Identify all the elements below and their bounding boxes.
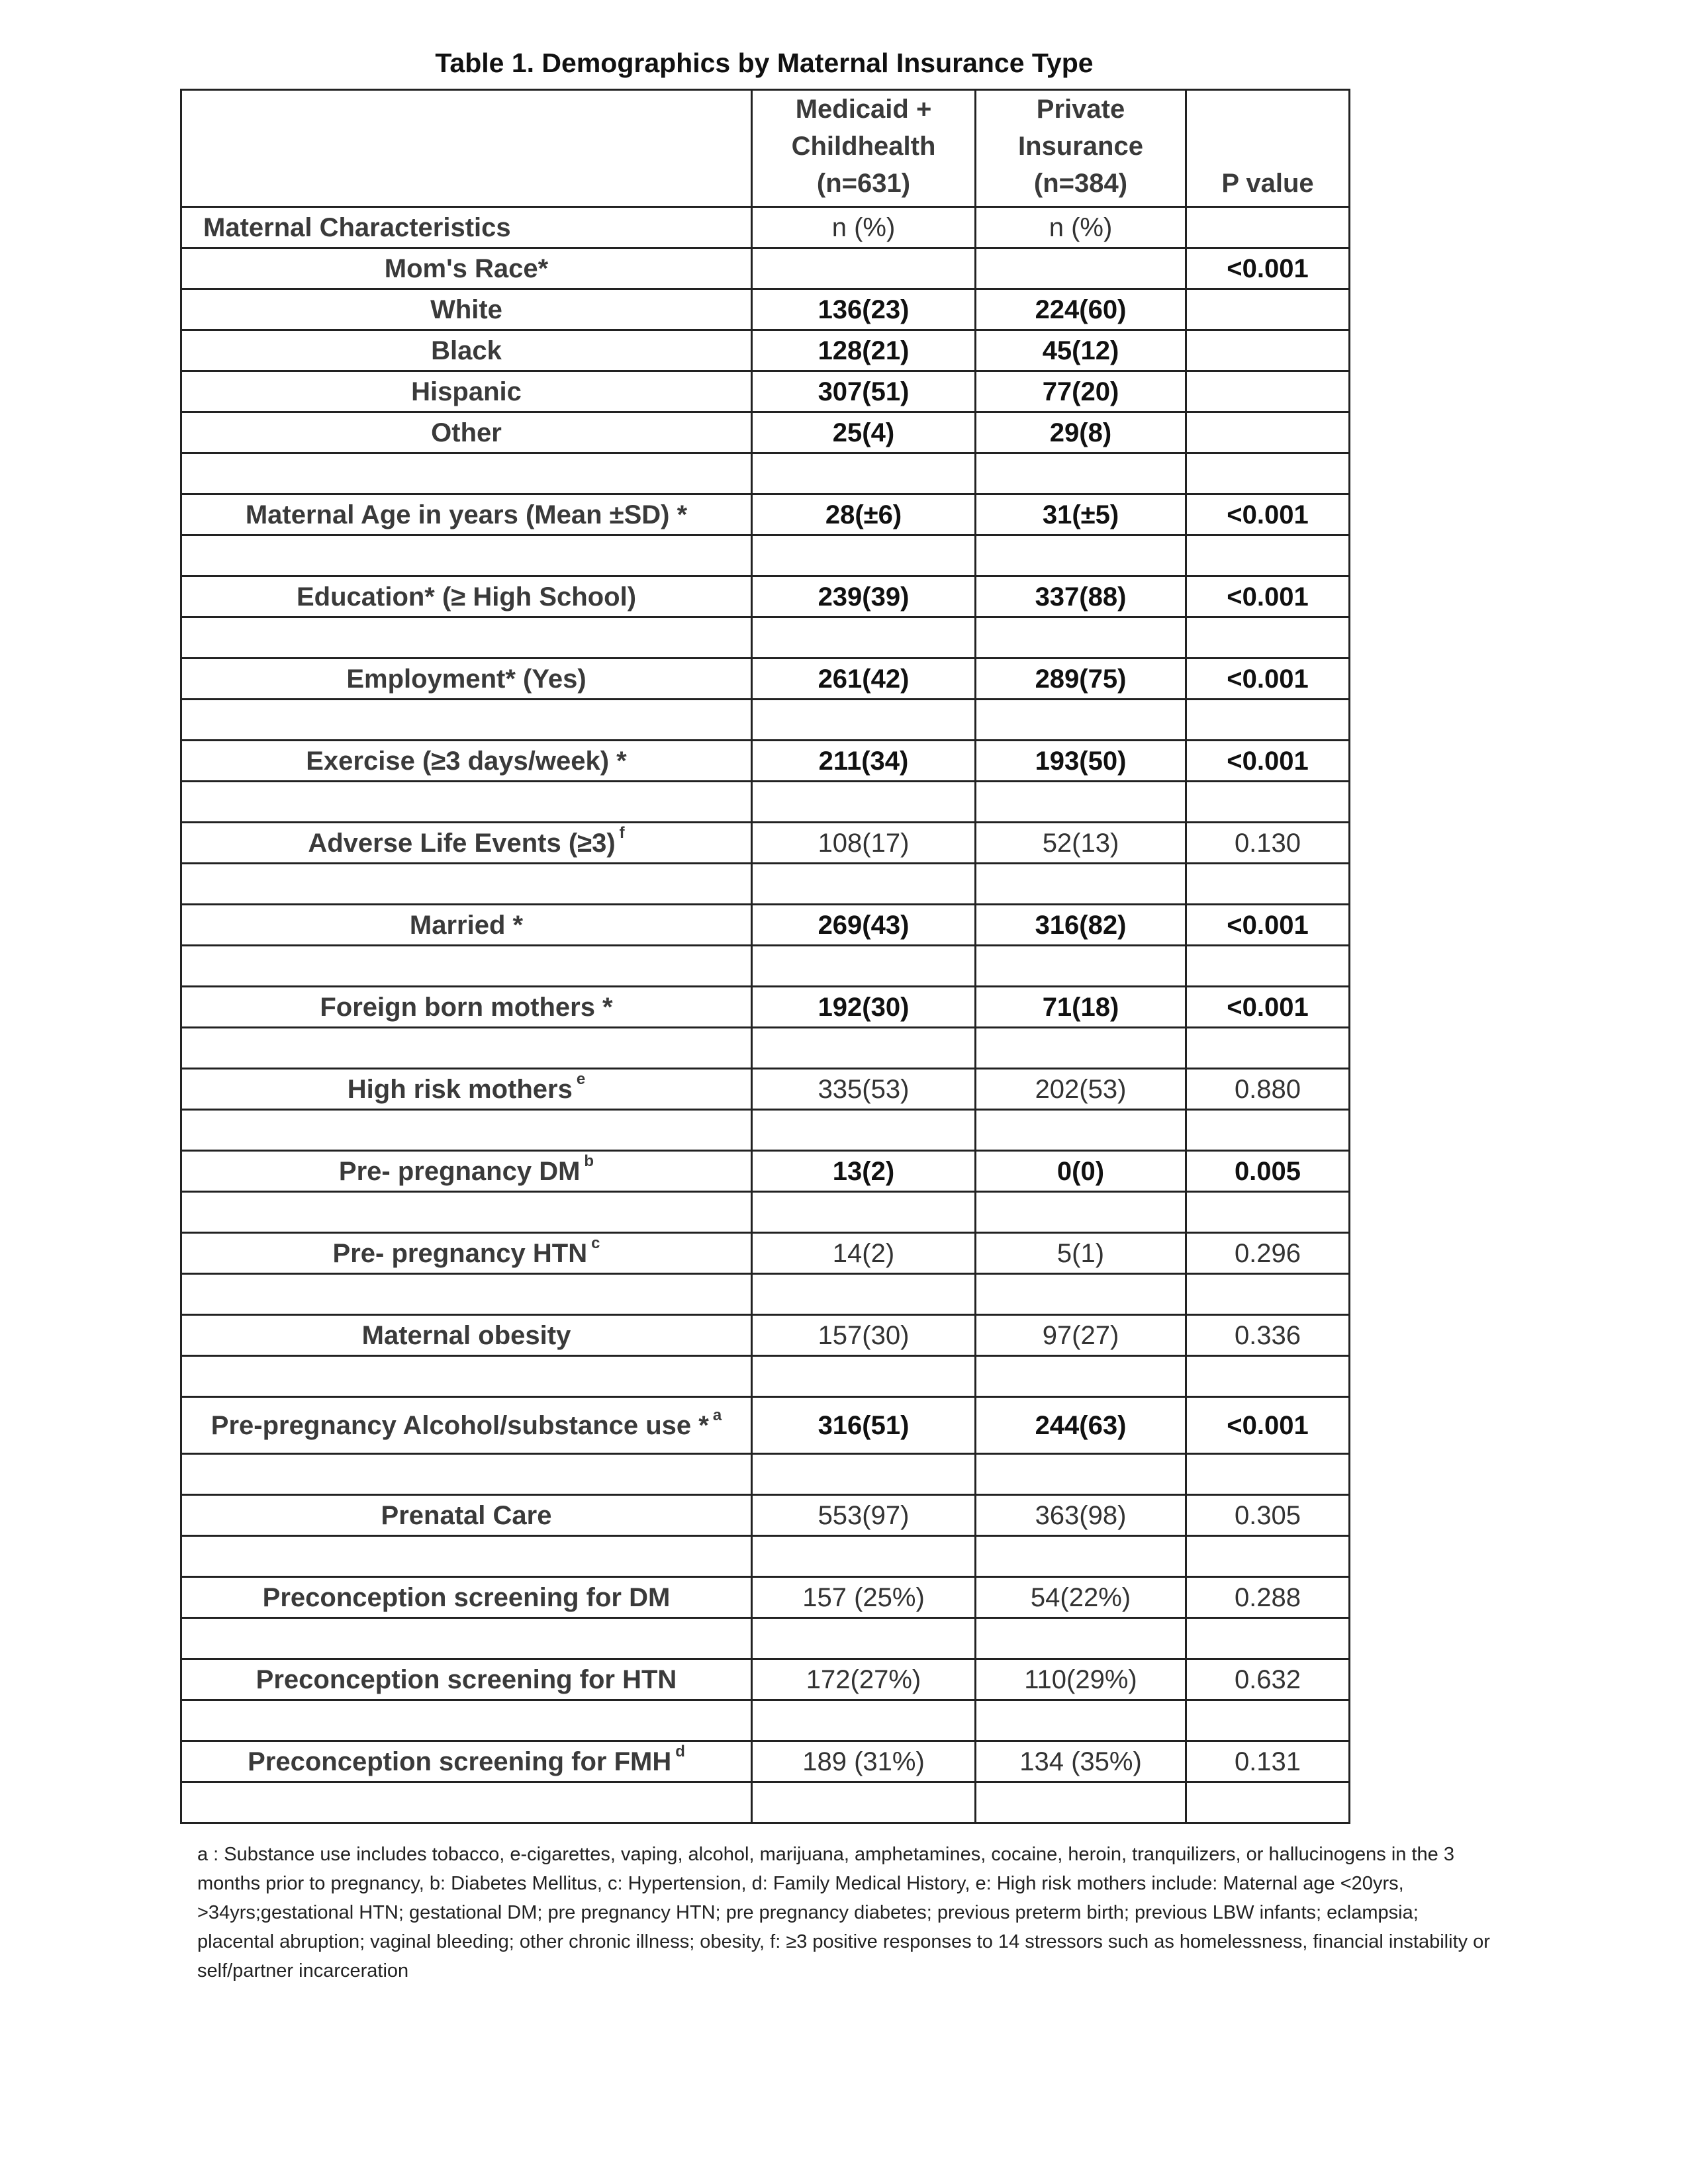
race-category-label: Other — [181, 412, 752, 453]
empty-cell — [181, 1274, 752, 1315]
medicaid-value: 13(2) — [752, 1151, 976, 1192]
empty-cell — [1186, 700, 1350, 741]
unit-medicaid: n (%) — [752, 207, 976, 248]
row-label — [181, 1069, 752, 1110]
spacer-row — [181, 1274, 1350, 1315]
empty-cell — [181, 1782, 752, 1823]
row-label-text: High risk mothers — [347, 1074, 573, 1104]
empty-cell — [1186, 1454, 1350, 1495]
medicaid-value: 157(30) — [752, 1315, 976, 1356]
private-value: 224(60) — [976, 289, 1186, 330]
p-value: <0.001 — [1186, 741, 1350, 782]
empty-cell — [181, 1028, 752, 1069]
empty-cell — [752, 864, 976, 905]
p-value: 0.305 — [1186, 1495, 1350, 1536]
empty-cell — [181, 1536, 752, 1577]
footnote-marker: f — [619, 824, 625, 842]
row-label — [181, 494, 752, 535]
spacer-row — [181, 1536, 1350, 1577]
empty-cell — [752, 453, 976, 494]
empty-cell — [1186, 453, 1350, 494]
private-value: 110(29%) — [976, 1659, 1186, 1700]
spacer-row — [181, 946, 1350, 987]
race-label: Mom's Race* — [181, 248, 752, 289]
footnote-marker: a — [712, 1406, 722, 1425]
header-private — [976, 90, 1186, 207]
empty-cell — [752, 1028, 976, 1069]
empty-cell — [1186, 1274, 1350, 1315]
race-subrow — [181, 371, 1350, 412]
empty-cell — [976, 782, 1186, 823]
empty-cell — [1186, 1356, 1350, 1397]
empty-cell — [976, 1618, 1186, 1659]
private-value: 202(53) — [976, 1069, 1186, 1110]
row-label-text: Employment* (Yes) — [346, 664, 586, 694]
p-value: 0.130 — [1186, 823, 1350, 864]
header-medicaid — [752, 90, 976, 207]
header-medicaid-line3: (n=631) — [816, 169, 911, 198]
empty-cell — [1186, 946, 1350, 987]
empty-cell — [752, 1700, 976, 1741]
empty-cell — [1186, 535, 1350, 576]
private-value: 0(0) — [976, 1151, 1186, 1192]
header-private-line1: Private — [1036, 95, 1125, 124]
row-label — [181, 1151, 752, 1192]
p-value: 0.880 — [1186, 1069, 1350, 1110]
empty-cell — [752, 1454, 976, 1495]
empty-cell — [181, 946, 752, 987]
private-value: 193(50) — [976, 741, 1186, 782]
private-value: 289(75) — [976, 659, 1186, 700]
empty-cell — [181, 535, 752, 576]
header-private-line3: (n=384) — [1033, 169, 1128, 198]
p-value: <0.001 — [1186, 659, 1350, 700]
spacer-row — [181, 535, 1350, 576]
medicaid-value: 25(4) — [752, 412, 976, 453]
spacer-row — [181, 1192, 1350, 1233]
private-value: 29(8) — [976, 412, 1186, 453]
medicaid-value: 172(27%) — [752, 1659, 976, 1700]
empty-cell — [181, 1454, 752, 1495]
private-value: 134 (35%) — [976, 1741, 1186, 1782]
empty-cell — [752, 782, 976, 823]
table-row — [181, 1151, 1350, 1192]
p-value: 0.632 — [1186, 1659, 1350, 1700]
empty-cell — [976, 946, 1186, 987]
header-private-line2: Insurance — [1018, 132, 1143, 161]
spacer-row — [181, 1356, 1350, 1397]
empty-cell — [976, 453, 1186, 494]
row-label — [181, 823, 752, 864]
row-label — [181, 1397, 752, 1454]
row-label-text: Exercise (≥3 days/week) * — [306, 746, 627, 776]
spacer-row — [181, 1700, 1350, 1741]
empty-cell — [181, 1356, 752, 1397]
table-row — [181, 741, 1350, 782]
spacer-row — [181, 700, 1350, 741]
row-label — [181, 741, 752, 782]
empty-cell — [1186, 617, 1350, 659]
row-label-text: Pre- pregnancy HTN — [332, 1238, 588, 1268]
empty-cell — [181, 1192, 752, 1233]
units-row — [181, 207, 1350, 248]
empty-cell — [181, 700, 752, 741]
empty-cell — [181, 1618, 752, 1659]
p-value: 0.131 — [1186, 1741, 1350, 1782]
row-label — [181, 1495, 752, 1536]
header-empty-cell — [181, 90, 752, 207]
spacer-row — [181, 1618, 1350, 1659]
empty-cell — [976, 1454, 1186, 1495]
empty-cell — [1186, 1028, 1350, 1069]
empty-cell — [1186, 1618, 1350, 1659]
header-medicaid-line2: Childhealth — [791, 132, 936, 161]
row-label — [181, 1233, 752, 1274]
row-label-text: Preconception screening for FMH — [248, 1747, 672, 1776]
row-label-text: Pre-pregnancy Alcohol/substance use * — [211, 1410, 709, 1440]
empty-cell — [976, 1536, 1186, 1577]
p-value: 0.288 — [1186, 1577, 1350, 1618]
private-value: 52(13) — [976, 823, 1186, 864]
row-label — [181, 1315, 752, 1356]
table-row — [181, 1315, 1350, 1356]
row-label — [181, 1577, 752, 1618]
medicaid-value: 192(30) — [752, 987, 976, 1028]
p-value: <0.001 — [1186, 905, 1350, 946]
table-row — [181, 659, 1350, 700]
empty-cell — [1186, 1192, 1350, 1233]
private-value: 337(88) — [976, 576, 1186, 617]
empty-cell — [752, 1110, 976, 1151]
row-label-text: Preconception screening for HTN — [256, 1664, 677, 1694]
empty-cell — [1186, 782, 1350, 823]
private-value: 45(12) — [976, 330, 1186, 371]
empty-cell — [976, 617, 1186, 659]
empty-cell — [181, 782, 752, 823]
row-label — [181, 1659, 752, 1700]
medicaid-value: 14(2) — [752, 1233, 976, 1274]
unit-private: n (%) — [976, 207, 1186, 248]
medicaid-value: 211(34) — [752, 741, 976, 782]
race-category-label: Hispanic — [181, 371, 752, 412]
maternal-characteristics-label: Maternal Characteristics — [181, 207, 752, 248]
row-label-text: Maternal Age in years (Mean ±SD) * — [245, 500, 688, 529]
spacer-row — [181, 1782, 1350, 1823]
table-row — [181, 1397, 1350, 1454]
p-value: 0.296 — [1186, 1233, 1350, 1274]
empty-cell — [976, 248, 1186, 289]
medicaid-value: 261(42) — [752, 659, 976, 700]
table-row — [181, 987, 1350, 1028]
empty-cell — [181, 617, 752, 659]
row-label-text: Preconception screening for DM — [262, 1582, 671, 1612]
private-value: 31(±5) — [976, 494, 1186, 535]
private-value: 97(27) — [976, 1315, 1186, 1356]
medicaid-value: 189 (31%) — [752, 1741, 976, 1782]
medicaid-value: 316(51) — [752, 1397, 976, 1454]
empty-cell — [1186, 1700, 1350, 1741]
spacer-row — [181, 782, 1350, 823]
header-medicaid-line1: Medicaid + — [795, 95, 932, 124]
race-subrow — [181, 330, 1350, 371]
empty-cell — [976, 1356, 1186, 1397]
private-value: 71(18) — [976, 987, 1186, 1028]
row-label — [181, 905, 752, 946]
private-value: 5(1) — [976, 1233, 1186, 1274]
row-label-text: Foreign born mothers * — [320, 992, 613, 1022]
spacer-row — [181, 617, 1350, 659]
race-p-value: <0.001 — [1186, 248, 1350, 289]
p-value: <0.001 — [1186, 1397, 1350, 1454]
empty-cell — [181, 1700, 752, 1741]
race-row — [181, 248, 1350, 289]
empty-cell — [976, 535, 1186, 576]
empty-cell — [976, 1192, 1186, 1233]
p-value: 0.005 — [1186, 1151, 1350, 1192]
row-label — [181, 987, 752, 1028]
table-row — [181, 823, 1350, 864]
empty-cell — [752, 1356, 976, 1397]
empty-cell — [752, 248, 976, 289]
empty-cell — [1186, 412, 1350, 453]
row-label-text: Pre- pregnancy DM — [338, 1156, 581, 1186]
row-label-text: Maternal obesity — [361, 1320, 571, 1350]
footnote-marker: d — [675, 1743, 685, 1761]
medicaid-value: 157 (25%) — [752, 1577, 976, 1618]
row-label-text: Education* (≥ High School) — [296, 582, 637, 612]
medicaid-value: 136(23) — [752, 289, 976, 330]
footnote-marker: e — [576, 1070, 586, 1089]
empty-cell — [1186, 1536, 1350, 1577]
private-value: 363(98) — [976, 1495, 1186, 1536]
spacer-row — [181, 1028, 1350, 1069]
empty-cell — [976, 1782, 1186, 1823]
empty-cell — [752, 1192, 976, 1233]
spacer-row — [181, 453, 1350, 494]
medicaid-value: 239(39) — [752, 576, 976, 617]
table-row — [181, 1495, 1350, 1536]
empty-cell — [752, 946, 976, 987]
empty-cell — [976, 1028, 1186, 1069]
header-row — [181, 90, 1350, 207]
p-value: <0.001 — [1186, 987, 1350, 1028]
empty-cell — [1186, 864, 1350, 905]
empty-cell — [752, 535, 976, 576]
private-value: 77(20) — [976, 371, 1186, 412]
row-label-text: Married * — [409, 910, 524, 940]
empty-cell — [181, 453, 752, 494]
row-label — [181, 659, 752, 700]
empty-cell — [181, 1110, 752, 1151]
row-label — [181, 576, 752, 617]
p-value: <0.001 — [1186, 494, 1350, 535]
empty-cell — [1186, 1110, 1350, 1151]
empty-cell — [976, 700, 1186, 741]
table-row — [181, 1741, 1350, 1782]
medicaid-value: 128(21) — [752, 330, 976, 371]
footnote-marker: b — [584, 1152, 594, 1171]
empty-cell — [1186, 1782, 1350, 1823]
spacer-row — [181, 1110, 1350, 1151]
empty-cell — [752, 1274, 976, 1315]
p-value: 0.336 — [1186, 1315, 1350, 1356]
table-row — [181, 1659, 1350, 1700]
spacer-row — [181, 864, 1350, 905]
medicaid-value: 28(±6) — [752, 494, 976, 535]
private-value: 54(22%) — [976, 1577, 1186, 1618]
empty-cell — [1186, 289, 1350, 330]
medicaid-value: 335(53) — [752, 1069, 976, 1110]
row-label-text: Adverse Life Events (≥3) — [308, 828, 616, 858]
row-label-text: Prenatal Care — [381, 1500, 552, 1530]
header-p-value: P value — [1186, 90, 1350, 207]
table-row — [181, 1069, 1350, 1110]
table-row — [181, 905, 1350, 946]
row-label — [181, 1741, 752, 1782]
table-row — [181, 1233, 1350, 1274]
unit-empty — [1186, 207, 1350, 248]
footnote-marker: c — [591, 1234, 600, 1253]
spacer-row — [181, 1454, 1350, 1495]
empty-cell — [1186, 371, 1350, 412]
empty-cell — [752, 1782, 976, 1823]
empty-cell — [1186, 330, 1350, 371]
medicaid-value: 307(51) — [752, 371, 976, 412]
p-value: <0.001 — [1186, 576, 1350, 617]
empty-cell — [976, 1110, 1186, 1151]
medicaid-value: 108(17) — [752, 823, 976, 864]
empty-cell — [976, 1700, 1186, 1741]
empty-cell — [976, 864, 1186, 905]
footnote: a : Substance use includes tobacco, e-cigarettes, vaping, alcohol, marijuana, amphetamines, cocaine, heroin, tranquilizers, or hallucinogens in the 3 months prior to pregnancy, b: Diabetes Mellitus, c: Hypertension, d: Family Medical History, e: High risk mothers include: Maternal age <20yrs, >34yrs;gestational HTN; gestational DM; pre pregnancy HTN; pre pregnancy diabetes; previous preterm birth; previous LBW infants; eclampsia; placental abruption; vaginal bleeding; other chronic illness; obesity, f: ≥3 positive responses to 14 stressors such as homelessness, financial instability or self/partner incarceration — [197, 1844, 1490, 1981]
empty-cell — [752, 1536, 976, 1577]
empty-cell — [752, 700, 976, 741]
empty-cell — [181, 864, 752, 905]
private-value: 244(63) — [976, 1397, 1186, 1454]
medicaid-value: 269(43) — [752, 905, 976, 946]
race-category-label: Black — [181, 330, 752, 371]
table-row — [181, 494, 1350, 535]
table-row — [181, 1577, 1350, 1618]
demographics-table — [180, 89, 1350, 1824]
empty-cell — [976, 1274, 1186, 1315]
race-subrow — [181, 412, 1350, 453]
medicaid-value: 553(97) — [752, 1495, 976, 1536]
table-title: Table 1. Demographics by Maternal Insurance Type — [435, 48, 1094, 78]
empty-cell — [752, 617, 976, 659]
table-row — [181, 576, 1350, 617]
race-subrow — [181, 289, 1350, 330]
race-category-label: White — [181, 289, 752, 330]
empty-cell — [752, 1618, 976, 1659]
private-value: 316(82) — [976, 905, 1186, 946]
